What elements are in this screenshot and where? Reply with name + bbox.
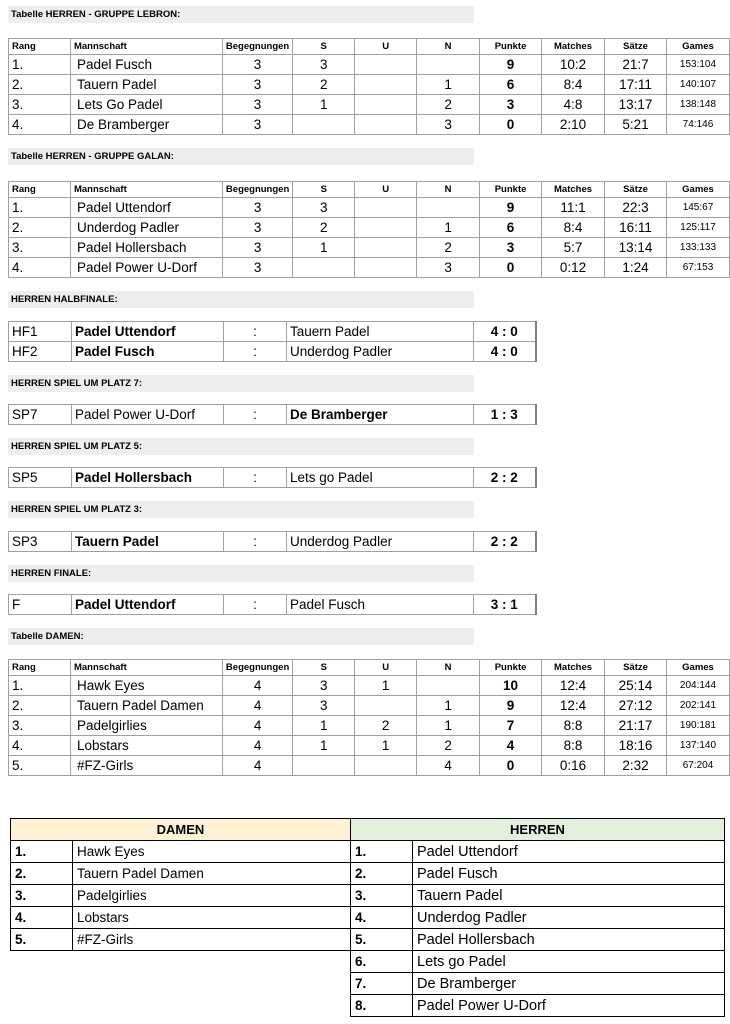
cell-games-played: 3 — [222, 55, 292, 75]
match-row — [9, 468, 536, 488]
damen-team: Hawk Eyes — [73, 841, 351, 863]
cell-matches: 10:2 — [542, 55, 605, 75]
platz3-title: HERREN SPIEL UM PLATZ 3: — [8, 501, 474, 518]
cell-games: 138:148 — [666, 95, 729, 115]
herren-rank: 8. — [351, 995, 413, 1017]
cell-sets: 22:3 — [605, 198, 667, 218]
cell-wins: 3 — [293, 696, 355, 716]
col-header-rank: Rang — [9, 39, 71, 55]
cell-points: 3 — [480, 95, 542, 115]
final-row — [11, 951, 725, 973]
cell-rank: 4. — [9, 115, 71, 135]
platz5-title: HERREN SPIEL UM PLATZ 5: — [8, 438, 474, 455]
cell-sets: 13:14 — [605, 238, 667, 258]
cell-points: 6 — [480, 75, 542, 95]
col-header-games-played: Begegnungen — [222, 39, 292, 55]
herren-team: Padel Hollersbach — [413, 929, 725, 951]
score-separator: : — [224, 532, 287, 552]
cell-draws — [355, 696, 417, 716]
cell-draws: 2 — [355, 716, 417, 736]
final-ranking-table — [10, 818, 725, 1017]
standings-row — [9, 218, 730, 238]
standings-row — [9, 258, 730, 278]
cell-points: 6 — [480, 218, 542, 238]
cell-draws — [355, 115, 417, 135]
cell-losses — [417, 676, 480, 696]
home-team: Padel Power U-Dorf — [72, 405, 224, 425]
cell-points: 9 — [480, 696, 542, 716]
cell-draws — [355, 238, 417, 258]
cell-matches: 12:4 — [542, 696, 605, 716]
cell-rank: 1. — [9, 55, 71, 75]
cell-matches: 5:7 — [542, 238, 605, 258]
col-header-matches: Matches — [542, 660, 605, 676]
cell-matches: 0:16 — [542, 756, 605, 776]
platz7-title: HERREN SPIEL UM PLATZ 7: — [8, 375, 474, 392]
damen-rank: 5. — [11, 929, 73, 951]
home-team: Padel Fusch — [72, 342, 224, 362]
cell-losses: 1 — [417, 696, 480, 716]
cell-games: 67:204 — [666, 756, 729, 776]
cell-matches: 2:10 — [542, 115, 605, 135]
cell-sets: 1:24 — [605, 258, 667, 278]
damen-header: DAMEN — [11, 819, 351, 841]
cell-matches: 0:12 — [542, 258, 605, 278]
damen-title: Tabelle DAMEN: — [8, 628, 474, 645]
empty-cell — [11, 951, 73, 973]
match-code: HF2 — [9, 342, 72, 362]
cell-losses — [417, 55, 480, 75]
col-header-draws: U — [355, 660, 417, 676]
cell-games-played: 3 — [222, 198, 292, 218]
cell-draws — [355, 95, 417, 115]
score-separator: : — [224, 468, 287, 488]
cell-matches: 8:8 — [542, 716, 605, 736]
lebron-title: Tabelle HERREN - GRUPPE LEBRON: — [8, 6, 474, 23]
cell-losses: 2 — [417, 736, 480, 756]
cell-team: Tauern Padel Damen — [70, 696, 222, 716]
col-header-sets: Sätze — [605, 182, 667, 198]
cell-losses: 3 — [417, 115, 480, 135]
cell-games: 125:117 — [666, 218, 729, 238]
cell-games-played: 3 — [222, 95, 292, 115]
cell-draws — [355, 198, 417, 218]
cell-rank: 1. — [9, 676, 71, 696]
cell-games: 202:141 — [666, 696, 729, 716]
final-row — [11, 907, 725, 929]
col-header-team: Mannschaft — [70, 660, 222, 676]
match-row — [9, 532, 536, 552]
standings-row — [9, 736, 730, 756]
standings-row — [9, 238, 730, 258]
cell-games-played: 3 — [222, 238, 292, 258]
damen-rank: 3. — [11, 885, 73, 907]
cell-games-played: 3 — [222, 75, 292, 95]
cell-rank: 5. — [9, 756, 71, 776]
cell-points: 9 — [480, 55, 542, 75]
away-team: Tauern Padel — [287, 322, 474, 342]
header-row — [9, 660, 730, 676]
score-separator: : — [224, 342, 287, 362]
col-header-wins: S — [293, 182, 355, 198]
cell-rank: 4. — [9, 736, 71, 756]
empty-cell — [73, 951, 351, 973]
col-header-losses: N — [417, 39, 480, 55]
col-header-matches: Matches — [542, 39, 605, 55]
cell-wins: 1 — [293, 95, 355, 115]
match-row — [9, 322, 536, 342]
cell-games: 153:104 — [666, 55, 729, 75]
cell-rank: 3. — [9, 95, 71, 115]
col-header-rank: Rang — [9, 660, 71, 676]
cell-sets: 2:32 — [605, 756, 667, 776]
lebron-table — [8, 38, 730, 135]
finale-table — [8, 594, 537, 615]
cell-games-played: 3 — [222, 258, 292, 278]
empty-cell — [73, 973, 351, 995]
cell-points: 9 — [480, 198, 542, 218]
cell-wins: 2 — [293, 218, 355, 238]
herren-rank: 2. — [351, 863, 413, 885]
damen-table — [8, 659, 730, 776]
col-header-sets: Sätze — [604, 39, 666, 55]
standings-row — [9, 198, 730, 218]
cell-matches: 8:4 — [542, 75, 605, 95]
match-code: F — [9, 595, 72, 615]
cell-wins: 3 — [293, 55, 355, 75]
empty-cell — [73, 995, 351, 1017]
galan-title: Tabelle HERREN - GRUPPE GALAN: — [8, 148, 474, 165]
away-team: Lets go Padel — [287, 468, 474, 488]
herren-team: Tauern Padel — [413, 885, 725, 907]
col-header-wins: S — [293, 660, 355, 676]
away-team: De Bramberger — [287, 405, 474, 425]
col-header-games: Games — [666, 660, 729, 676]
cell-losses: 2 — [417, 238, 480, 258]
cell-games-played: 4 — [222, 696, 292, 716]
home-team: Padel Uttendorf — [72, 595, 224, 615]
standings-row — [9, 55, 730, 75]
cell-sets: 25:14 — [605, 676, 667, 696]
match-result: 2 : 2 — [474, 532, 536, 552]
cell-sets: 5:21 — [604, 115, 666, 135]
galan-table — [8, 181, 730, 278]
col-header-matches: Matches — [542, 182, 605, 198]
cell-rank: 3. — [9, 716, 71, 736]
cell-draws — [355, 258, 417, 278]
herren-team: Lets go Padel — [413, 951, 725, 973]
cell-matches: 4:8 — [542, 95, 605, 115]
final-row — [11, 863, 725, 885]
cell-team: Lobstars — [70, 736, 222, 756]
damen-team: Padelgirlies — [73, 885, 351, 907]
match-result: 1 : 3 — [474, 405, 536, 425]
final-row — [11, 841, 725, 863]
cell-draws — [355, 75, 417, 95]
match-code: SP5 — [9, 468, 72, 488]
herren-rank: 7. — [351, 973, 413, 995]
match-result: 2 : 2 — [474, 468, 536, 488]
cell-losses: 1 — [417, 218, 480, 238]
col-header-wins: S — [293, 39, 355, 55]
cell-wins: 2 — [293, 75, 355, 95]
match-row — [9, 595, 536, 615]
cell-sets: 21:17 — [605, 716, 667, 736]
cell-rank: 3. — [9, 238, 71, 258]
cell-team: Padel Power U-Dorf — [70, 258, 222, 278]
cell-wins — [293, 756, 355, 776]
herren-team: Padel Fusch — [413, 863, 725, 885]
cell-wins: 1 — [293, 716, 355, 736]
home-team: Padel Hollersbach — [72, 468, 224, 488]
col-header-games-played: Begegnungen — [222, 182, 292, 198]
cell-wins: 1 — [293, 736, 355, 756]
cell-losses — [417, 198, 480, 218]
final-row — [11, 973, 725, 995]
cell-games-played: 4 — [222, 676, 292, 696]
herren-rank: 3. — [351, 885, 413, 907]
final-row — [11, 995, 725, 1017]
damen-rank: 2. — [11, 863, 73, 885]
standings-row — [9, 696, 730, 716]
match-result: 4 : 0 — [474, 322, 536, 342]
cell-games: 74:146 — [666, 115, 729, 135]
col-header-points: Punkte — [480, 182, 542, 198]
cell-points: 0 — [480, 115, 542, 135]
score-separator: : — [224, 595, 287, 615]
cell-losses: 2 — [417, 95, 480, 115]
score-separator: : — [224, 322, 287, 342]
final-row — [11, 929, 725, 951]
score-separator: : — [224, 405, 287, 425]
col-header-losses: N — [417, 182, 480, 198]
cell-wins — [293, 258, 355, 278]
cell-points: 4 — [480, 736, 542, 756]
header-row — [9, 182, 730, 198]
standings-row — [9, 75, 730, 95]
damen-team: Tauern Padel Damen — [73, 863, 351, 885]
final-row — [11, 885, 725, 907]
herren-team: Underdog Padler — [413, 907, 725, 929]
cell-games-played: 4 — [222, 716, 292, 736]
cell-rank: 2. — [9, 218, 71, 238]
cell-team: Padel Fusch — [70, 55, 222, 75]
cell-team: Padel Hollersbach — [70, 238, 222, 258]
platz5-table — [8, 467, 537, 488]
cell-losses: 1 — [417, 75, 480, 95]
col-header-sets: Sätze — [605, 660, 667, 676]
away-team: Padel Fusch — [287, 595, 474, 615]
cell-rank: 2. — [9, 696, 71, 716]
cell-losses: 3 — [417, 258, 480, 278]
damen-team: Lobstars — [73, 907, 351, 929]
cell-sets: 18:16 — [605, 736, 667, 756]
match-row — [9, 405, 536, 425]
cell-wins: 1 — [293, 238, 355, 258]
cell-team: Underdog Padler — [70, 218, 222, 238]
finale-title: HERREN FINALE: — [8, 565, 474, 582]
away-team: Underdog Padler — [287, 342, 474, 362]
cell-losses: 1 — [417, 716, 480, 736]
herren-rank: 4. — [351, 907, 413, 929]
away-team: Underdog Padler — [287, 532, 474, 552]
standings-row — [9, 676, 730, 696]
cell-losses: 4 — [417, 756, 480, 776]
col-header-rank: Rang — [9, 182, 71, 198]
standings-row — [9, 95, 730, 115]
cell-points: 0 — [480, 756, 542, 776]
cell-wins — [293, 115, 355, 135]
cell-games: 140:107 — [666, 75, 729, 95]
match-row — [9, 342, 536, 362]
cell-team: Tauern Padel — [70, 75, 222, 95]
cell-games-played: 4 — [222, 736, 292, 756]
cell-points: 0 — [480, 258, 542, 278]
home-team: Padel Uttendorf — [72, 322, 224, 342]
cell-matches: 11:1 — [542, 198, 605, 218]
cell-sets: 17:11 — [604, 75, 666, 95]
cell-points: 10 — [480, 676, 542, 696]
cell-sets: 21:7 — [604, 55, 666, 75]
cell-sets: 16:11 — [605, 218, 667, 238]
cell-matches: 12:4 — [542, 676, 605, 696]
col-header-games: Games — [666, 39, 729, 55]
col-header-team: Mannschaft — [70, 182, 222, 198]
cell-games: 133:133 — [666, 238, 729, 258]
cell-team: #FZ-Girls — [70, 756, 222, 776]
herren-rank: 6. — [351, 951, 413, 973]
cell-team: Hawk Eyes — [70, 676, 222, 696]
match-result: 4 : 0 — [474, 342, 536, 362]
cell-sets: 13:17 — [604, 95, 666, 115]
cell-draws — [355, 55, 417, 75]
cell-points: 7 — [480, 716, 542, 736]
cell-team: Padelgirlies — [70, 716, 222, 736]
standings-row — [9, 756, 730, 776]
halbfinale-title: HERREN HALBFINALE: — [8, 291, 474, 308]
cell-sets: 27:12 — [605, 696, 667, 716]
herren-rank: 1. — [351, 841, 413, 863]
col-header-points: Punkte — [480, 660, 542, 676]
match-code: HF1 — [9, 322, 72, 342]
home-team: Tauern Padel — [72, 532, 224, 552]
col-header-games: Games — [666, 182, 729, 198]
col-header-games-played: Begegnungen — [222, 660, 292, 676]
halbfinale-table — [8, 321, 537, 362]
match-code: SP3 — [9, 532, 72, 552]
cell-games-played: 3 — [222, 115, 292, 135]
cell-games: 204:144 — [666, 676, 729, 696]
herren-rank: 5. — [351, 929, 413, 951]
cell-team: Padel Uttendorf — [70, 198, 222, 218]
empty-cell — [11, 995, 73, 1017]
cell-games: 145:67 — [666, 198, 729, 218]
herren-team: Padel Power U-Dorf — [413, 995, 725, 1017]
cell-games-played: 4 — [222, 756, 292, 776]
cell-wins: 3 — [293, 676, 355, 696]
cell-games: 137:140 — [666, 736, 729, 756]
cell-games: 190:181 — [666, 716, 729, 736]
standings-row — [9, 716, 730, 736]
cell-team: Lets Go Padel — [70, 95, 222, 115]
cell-draws — [355, 218, 417, 238]
cell-rank: 4. — [9, 258, 71, 278]
cell-draws — [355, 756, 417, 776]
herren-header: HERREN — [351, 819, 725, 841]
damen-team: #FZ-Girls — [73, 929, 351, 951]
cell-rank: 1. — [9, 198, 71, 218]
col-header-team: Mannschaft — [70, 39, 222, 55]
cell-points: 3 — [480, 238, 542, 258]
cell-draws: 1 — [355, 676, 417, 696]
col-header-points: Punkte — [480, 39, 542, 55]
herren-team: De Bramberger — [413, 973, 725, 995]
final-header-row — [11, 819, 725, 841]
herren-team: Padel Uttendorf — [413, 841, 725, 863]
header-row — [9, 39, 730, 55]
col-header-losses: N — [417, 660, 480, 676]
cell-wins: 3 — [293, 198, 355, 218]
cell-matches: 8:8 — [542, 736, 605, 756]
damen-rank: 4. — [11, 907, 73, 929]
platz3-table — [8, 531, 537, 552]
cell-games-played: 3 — [222, 218, 292, 238]
cell-rank: 2. — [9, 75, 71, 95]
col-header-draws: U — [355, 39, 417, 55]
cell-team: De Bramberger — [70, 115, 222, 135]
cell-matches: 8:4 — [542, 218, 605, 238]
match-code: SP7 — [9, 405, 72, 425]
damen-rank: 1. — [11, 841, 73, 863]
empty-cell — [11, 973, 73, 995]
cell-draws: 1 — [355, 736, 417, 756]
platz7-table — [8, 404, 537, 425]
col-header-draws: U — [355, 182, 417, 198]
cell-games: 67:153 — [666, 258, 729, 278]
standings-row — [9, 115, 730, 135]
match-result: 3 : 1 — [474, 595, 536, 615]
